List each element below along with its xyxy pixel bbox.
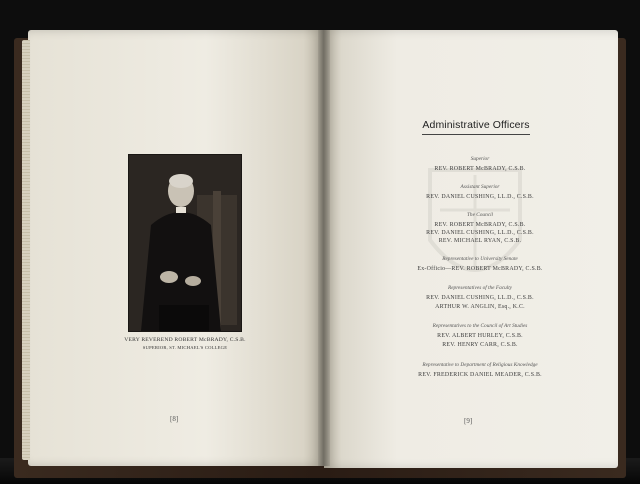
book-gutter [318, 30, 330, 466]
right-page-number: [9] [464, 417, 473, 425]
officer-name: REV. DANIEL CUSHING, LL.D., C.S.B. [426, 230, 534, 236]
section-label: Assistant Superior [460, 184, 500, 190]
officer-name: REV. ROBERT McBRADY, C.S.B. [434, 166, 526, 172]
officer-name: ARTHUR W. ANGLIN, Esq., K.C. [435, 304, 525, 310]
section-label: Superior [470, 156, 490, 162]
officer-name: REV. FREDERICK DANIEL MEADER, C.S.B. [418, 372, 542, 378]
page-title: Administrative Officers [422, 119, 530, 131]
officer-name: REV. DANIEL CUSHING, LL.D., C.S.B. [426, 194, 534, 200]
portrait-subcaption: SUPERIOR, ST. MICHAEL'S COLLEGE [142, 345, 228, 350]
officer-name: REV. DANIEL CUSHING, LL.D., C.S.B. [426, 295, 534, 301]
left-page-number: [8] [170, 415, 179, 423]
section-label: Representatives to the Council of Art Studies [432, 323, 528, 329]
officer-name: REV. HENRY CARR, C.S.B. [442, 342, 518, 348]
portrait-photo [128, 154, 242, 332]
section-label: Representatives of the Faculty [447, 285, 513, 291]
title-underline [422, 134, 530, 135]
officer-name: REV. MICHAEL RYAN, C.S.B. [438, 238, 522, 244]
officer-name: Ex-Officio—REV. ROBERT McBRADY, C.S.B. [417, 266, 543, 272]
portrait-caption: VERY REVEREND ROBERT McBRADY, C.S.B. [124, 337, 246, 343]
section-label: Representative to University Senate [442, 256, 518, 262]
officer-name: REV. ROBERT McBRADY, C.S.B. [434, 222, 526, 228]
section-label: Representative to Department of Religious Knowledge [422, 362, 538, 368]
officer-name: REV. ALBERT HURLEY, C.S.B. [437, 333, 523, 339]
section-label: The Council [466, 212, 494, 218]
